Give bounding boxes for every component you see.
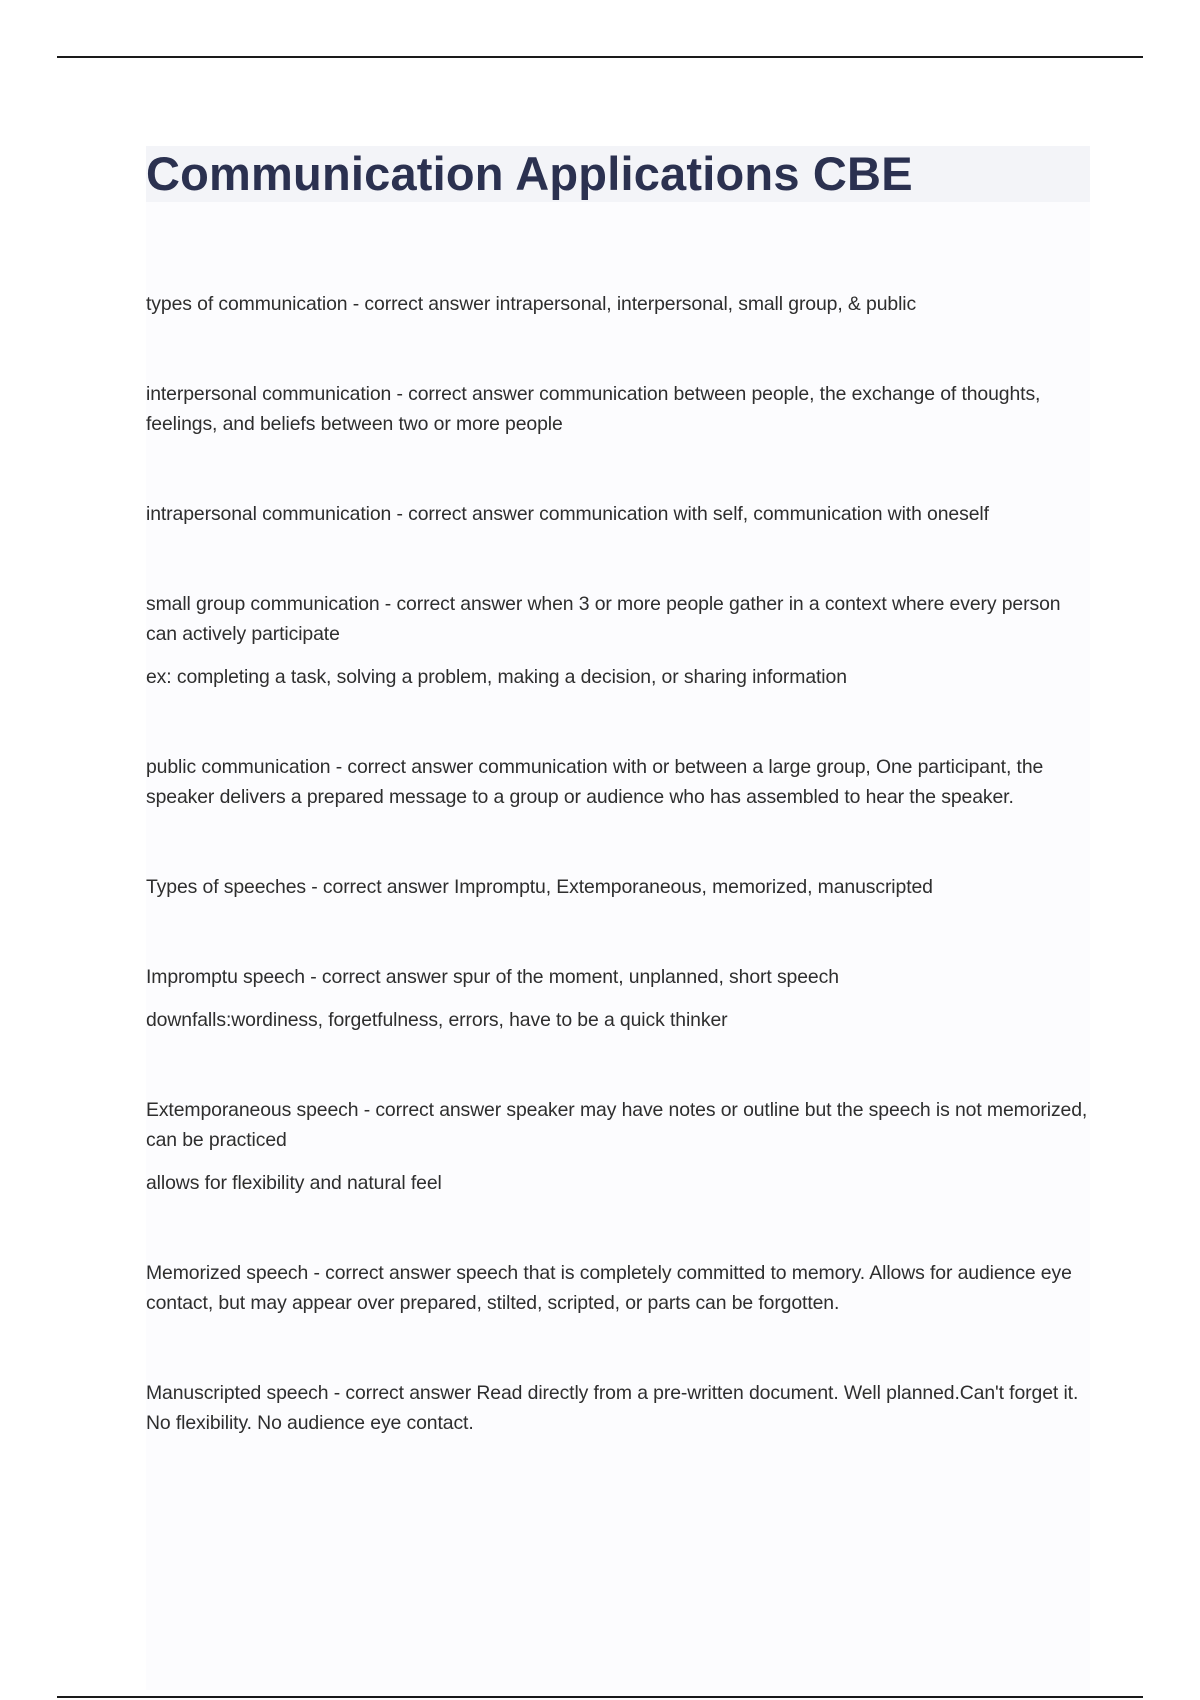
flashcard-text: types of communication - correct answer intrapersonal, interpersonal, small group, & public [146, 293, 917, 315]
top-divider [57, 56, 1143, 58]
flashcard [146, 1378, 1090, 1438]
document-page [146, 146, 1090, 1690]
flashcard-text: public communication - correct answer communication with or between a large group, One participant, the speaker delivers a prepared message to a group or audience who has assembled to hear the speaker. [146, 756, 1044, 808]
title-banner [146, 146, 1090, 202]
flashcard [146, 962, 1090, 1035]
flashcard-note: downfalls:wordiness, forgetfulness, errors, have to be a quick thinker [146, 1009, 728, 1031]
flashcard-note: allows for flexibility and natural feel [146, 1172, 442, 1194]
flashcard [146, 589, 1090, 692]
flashcard-text: Impromptu speech - correct answer spur of the moment, unplanned, short speech [146, 966, 839, 988]
page-title: Communication Applications CBE [146, 147, 913, 200]
flashcard [146, 379, 1090, 439]
flashcard-text: intrapersonal communication - correct answer communication with self, communication with oneself [146, 503, 989, 525]
flashcard-text: Extemporaneous speech - correct answer speaker may have notes or outline but the speech is not memorized, can be practiced [146, 1099, 1088, 1151]
flashcard [146, 872, 1090, 902]
flashcard-text: small group communication - correct answer when 3 or more people gather in a context where every person can actively participate [146, 593, 1061, 645]
flashcard-text: Memorized speech - correct answer speech that is completely committed to memory. Allows for audience eye contact, but may appear over prepared, stilted, scripted, or parts can be forgotten. [146, 1262, 1072, 1314]
flashcard [146, 499, 1090, 529]
flashcard [146, 1095, 1090, 1198]
flashcard [146, 289, 1090, 319]
flashcard-example: ex: completing a task, solving a problem, making a decision, or sharing information [146, 666, 847, 688]
flashcard-text: interpersonal communication - correct answer communication between people, the exchange of thoughts, feelings, and beliefs between two or more people [146, 383, 1041, 435]
flashcard-text: Manuscripted speech - correct answer Read directly from a pre-written document. Well planned.Can't forget it. No flexibility. No audience eye contact. [146, 1382, 1079, 1434]
flashcard-text: Types of speeches - correct answer Impromptu, Extemporaneous, memorized, manuscripted [146, 876, 933, 898]
flashcard [146, 752, 1090, 812]
bottom-divider [57, 1696, 1143, 1698]
flashcard [146, 1258, 1090, 1318]
flashcard-list [146, 289, 1090, 1438]
